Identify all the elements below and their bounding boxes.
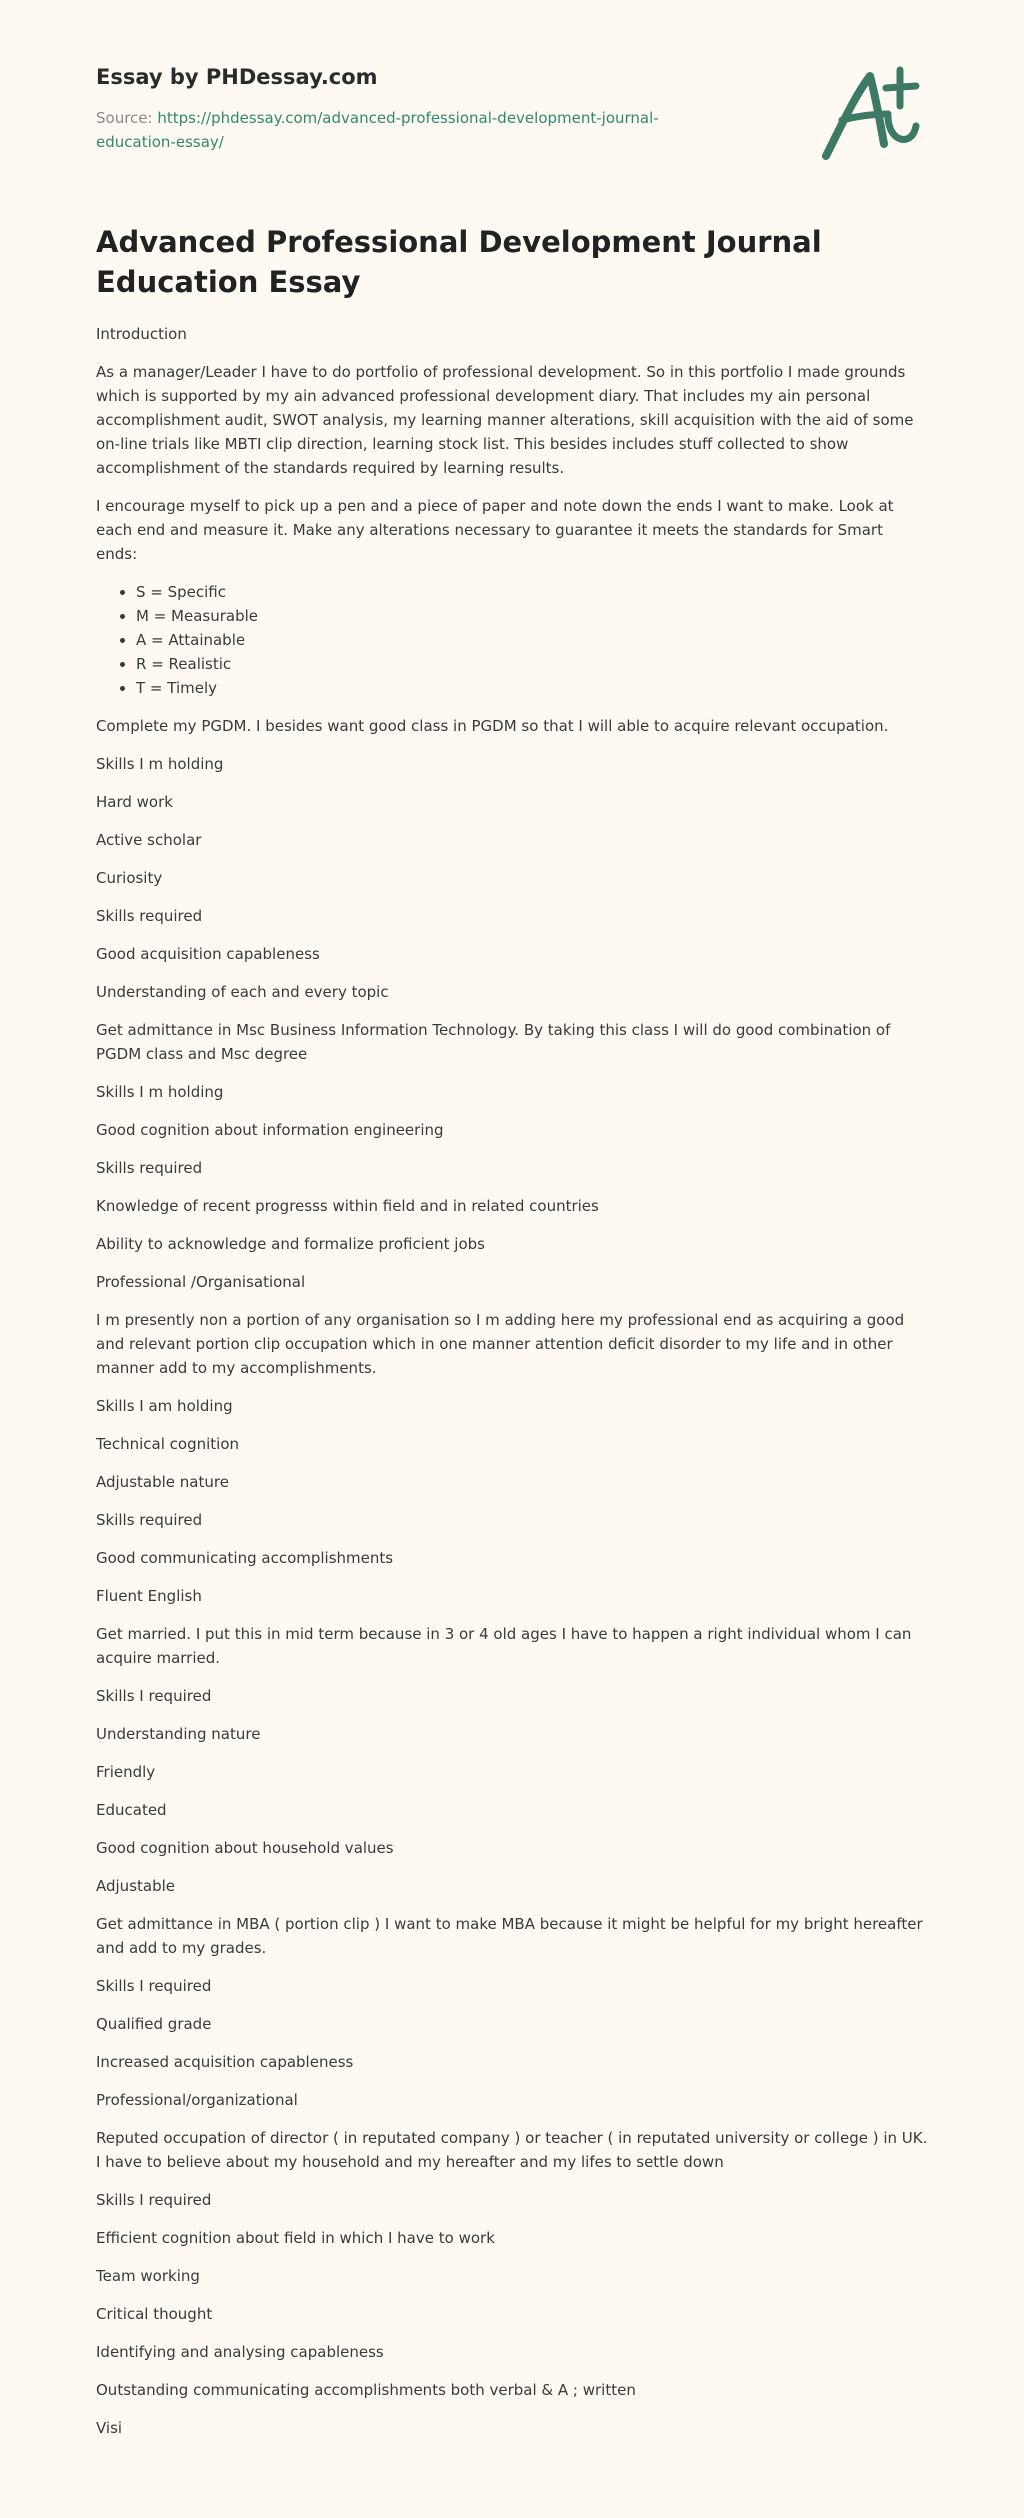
paragraph: Good cognition about household values — [96, 1839, 394, 1857]
paragraph: Skills I m holding — [96, 1083, 224, 1101]
paragraph: Educated — [96, 1801, 167, 1819]
paragraph: Visi — [96, 2419, 123, 2437]
paragraph: Understanding of each and every topic — [96, 983, 389, 1001]
paragraph: Skills I required — [96, 1977, 212, 1995]
paragraph: Introduction — [96, 325, 187, 343]
article-body — [96, 222, 928, 2454]
list-item: • S = Specific — [136, 580, 928, 604]
smart-goals-list — [96, 580, 928, 700]
paragraph: Friendly — [96, 1763, 156, 1781]
paragraph: Good cognition about information engineering — [96, 1121, 444, 1139]
a-plus-logo-icon — [818, 64, 928, 168]
paragraph: Good communicating accomplishments — [96, 1549, 394, 1567]
paragraph: Get admittance in Msc Business Information Technology. By taking this class I will do good combination of PGDM class and Msc degree — [96, 1021, 891, 1063]
paragraph: Adjustable — [96, 1877, 175, 1895]
paragraph: Knowledge of recent progresss within field and in related countries — [96, 1197, 599, 1215]
paragraph: Identifying and analysing capableness — [96, 2343, 384, 2361]
paragraph: Skills I required — [96, 1687, 212, 1705]
paragraph: Team working — [96, 2267, 200, 2285]
paragraph: Qualified grade — [96, 2015, 212, 2033]
paragraph: Increased acquisition capableness — [96, 2053, 354, 2071]
paragraph: Technical cognition — [96, 1435, 239, 1453]
paragraph: Ability to acknowledge and formalize proficient jobs — [96, 1235, 485, 1253]
paragraph: Outstanding communicating accomplishments both verbal & A ; written — [96, 2381, 636, 2399]
list-item: • M = Measurable — [136, 604, 928, 628]
list-item: • T = Timely — [136, 676, 928, 700]
site-header — [96, 60, 736, 154]
paragraph: Complete my PGDM. I besides want good class in PGDM so that I will able to acquire relevant occupation. — [96, 717, 889, 735]
paragraph: Reputed occupation of director ( in reputated company ) or teacher ( in reputated university or college ) in UK. I have to believe about my household and my hereafter and my lifes to settle down — [96, 2129, 928, 2171]
paragraph: Active scholar — [96, 831, 202, 849]
paragraph: Efficient cognition about field in which I have to work — [96, 2229, 495, 2247]
paragraph: Skills required — [96, 1159, 203, 1177]
paragraph: Skills required — [96, 1511, 203, 1529]
paragraph: I encourage myself to pick up a pen and a piece of paper and note down the ends I want to make. Look at each end and measure it. Make any alterations necessary to guarantee it meets the standards for Smart ends: — [96, 497, 894, 563]
list-item: • R = Realistic — [136, 652, 928, 676]
article-title: Advanced Professional Development Journal Education Essay — [96, 225, 822, 299]
source-link[interactable]: https://phdessay.com/advanced-professional-development-journal-education-essay/ — [96, 109, 659, 151]
paragraph: Good acquisition capableness — [96, 945, 320, 963]
paragraph: Hard work — [96, 793, 173, 811]
paragraph: Professional /Organisational — [96, 1273, 306, 1291]
paragraph: Curiosity — [96, 869, 163, 887]
paragraph: Get admittance in MBA ( portion clip ) I want to make MBA because it might be helpful for my bright hereafter and add to my grades. — [96, 1915, 923, 1957]
source-line — [96, 106, 736, 154]
paragraph: Critical thought — [96, 2305, 213, 2323]
paragraph: Fluent English — [96, 1587, 202, 1605]
paragraph: Understanding nature — [96, 1725, 261, 1743]
source-label: Source: — [96, 109, 158, 127]
paragraph: Skills I m holding — [96, 755, 224, 773]
brand-title: Essay by PHDessay.com — [96, 65, 378, 89]
paragraph: Adjustable nature — [96, 1473, 229, 1491]
paragraph: Get married. I put this in mid term because in 3 or 4 old ages I have to happen a right individual whom I can acquire married. — [96, 1625, 912, 1667]
paragraph: I m presently non a portion of any organisation so I m adding here my professional end as acquiring a good and relevant portion clip occupation which in one manner attention deficit disorder to my life and in other manner add to my accomplishments. — [96, 1311, 905, 1377]
list-item: • A = Attainable — [136, 628, 928, 652]
paragraph: Skills required — [96, 907, 203, 925]
paragraph: As a manager/Leader I have to do portfolio of professional development. So in this portfolio I made grounds which is supported by my ain advanced professional development diary. That includes my ain personal accomplishment audit, SWOT analysis, my learning manner alterations, skill acquisition with the aid of some on-line trials like MBTI clip direction, learning stock list. This besides includes stuff collected to show accomplishment of the standards required by learning results. — [96, 363, 914, 477]
paragraph: Skills I required — [96, 2191, 212, 2209]
paragraph: Skills I am holding — [96, 1397, 233, 1415]
paragraph: Professional/organizational — [96, 2091, 298, 2109]
